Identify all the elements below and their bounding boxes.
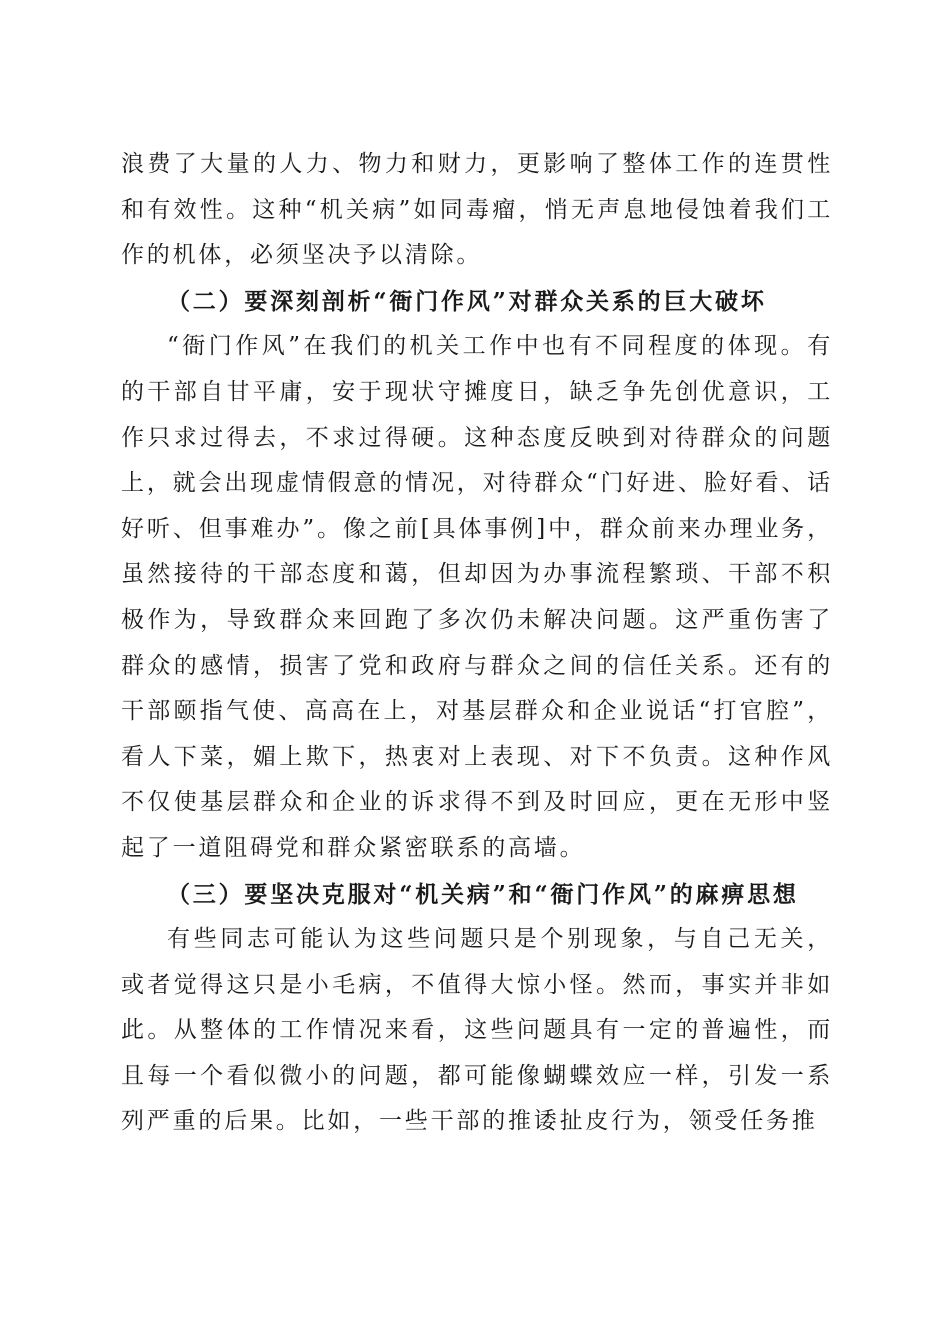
paragraph-complacency: 有些同志可能认为这些问题只是个别现象，与自己无关，或者觉得这只是小毛病，不值得大惊小怪。然而，事实并非如此。从整体的工作情况来看，这些问题具有一定的普遍性，而且每一个看似微小的问题，都可能像蝴蝶效应一样，引发一系列严重的后果。比如，一些干部的推诿扯皮行为，领受任务推 xyxy=(121,926,833,1135)
section-heading-three: （三）要坚决克服对“机关病”和“衙门作风”的麻痹思想 xyxy=(167,880,799,908)
paragraph-yamen-style: “衙门作风”在我们的机关工作中也有不同程度的体现。有的干部自甘平庸，安于现状守摊度日，缺乏争先创优意识，工作只求过得去，不求过得硬。这种态度反映到对待群众的问题上，就会出现虚情假意的情况，对待群众“门好进、脸好看、话好听、但事难办”。像之前[具体事例]中，群众前来办理业务，虽然接待的干部态度和蔼，但却因为办事流程繁琐、干部不积极作为，导致群众来回跑了多次仍未解决问题。这严重伤害了群众的感情，损害了党和政府与群众之间的信任关系。还有的干部颐指气使、高高在上，对基层群众和企业说话“打官腔”，看人下菜，媚上欺下，热衷对上表现、对下不负责。这种作风不仅使基层群众和企业的诉求得不到及时回应，更在无形中竖起了一道阻碍党和群众紧密联系的高墙。 xyxy=(121,333,833,861)
paragraph-continued: 浪费了大量的人力、物力和财力，更影响了整体工作的连贯性和有效性。这种“机关病”如同毒瘤，悄无声息地侵蚀着我们工作的机体，必须坚决予以清除。 xyxy=(121,151,833,269)
section-heading-two: （二）要深刻剖析“衙门作风”对群众关系的巨大破坏 xyxy=(167,287,767,315)
document-body xyxy=(121,142,833,1145)
